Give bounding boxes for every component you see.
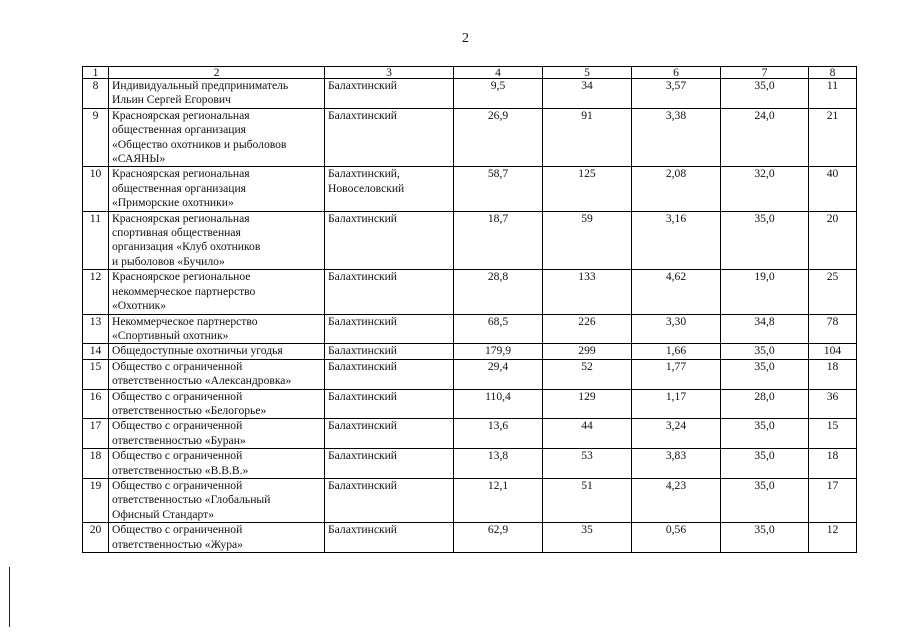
value-cell-6: 1,66 [632, 344, 721, 359]
table-row [83, 449, 857, 479]
value-cell-5: 129 [543, 389, 632, 419]
value-cell-5: 299 [543, 344, 632, 359]
organization-cell: Некоммерческое партнерство «Спортивный охотник» [109, 314, 325, 344]
value-cell-6: 1,17 [632, 389, 721, 419]
district-cell: Балахтинский [325, 79, 454, 109]
value-cell-4: 58,7 [454, 167, 543, 211]
district-cell: Балахтинский [325, 478, 454, 522]
table-row [83, 389, 857, 419]
value-cell-7: 24,0 [721, 108, 809, 167]
row-number-cell: 12 [83, 270, 109, 314]
value-cell-8: 12 [809, 523, 857, 553]
value-cell-5: 226 [543, 314, 632, 344]
value-cell-5: 133 [543, 270, 632, 314]
header-cell-4: 4 [454, 67, 543, 79]
header-cell-7: 7 [721, 67, 809, 79]
row-number-cell: 19 [83, 478, 109, 522]
row-number-cell: 13 [83, 314, 109, 344]
district-cell: Балахтинский [325, 314, 454, 344]
value-cell-5: 125 [543, 167, 632, 211]
district-cell: Балахтинский, Новоселовский [325, 167, 454, 211]
row-number-cell: 8 [83, 79, 109, 109]
value-cell-7: 35,0 [721, 449, 809, 479]
district-cell: Балахтинский [325, 389, 454, 419]
header-cell-6: 6 [632, 67, 721, 79]
row-number-cell: 16 [83, 389, 109, 419]
header-cell-3: 3 [325, 67, 454, 79]
organization-cell: Общедоступные охотничьи угодья [109, 344, 325, 359]
value-cell-8: 21 [809, 108, 857, 167]
header-cell-1: 1 [83, 67, 109, 79]
organization-cell: Индивидуальный предприниматель Ильин Сергей Егорович [109, 79, 325, 109]
value-cell-4: 9,5 [454, 79, 543, 109]
value-cell-7: 35,0 [721, 344, 809, 359]
value-cell-8: 20 [809, 211, 857, 270]
value-cell-7: 35,0 [721, 523, 809, 553]
value-cell-6: 3,83 [632, 449, 721, 479]
organization-cell: Красноярская региональная спортивная общественная организация «Клуб охотников и рыболовов «Бучило» [109, 211, 325, 270]
table-row [83, 211, 857, 270]
value-cell-6: 4,23 [632, 478, 721, 522]
row-number-cell: 15 [83, 359, 109, 389]
district-cell: Балахтинский [325, 344, 454, 359]
district-cell: Балахтинский [325, 270, 454, 314]
value-cell-5: 34 [543, 79, 632, 109]
hunting-grounds-table [82, 66, 857, 553]
table-row [83, 108, 857, 167]
value-cell-4: 12,1 [454, 478, 543, 522]
table-row [83, 478, 857, 522]
value-cell-7: 35,0 [721, 359, 809, 389]
table-row [83, 344, 857, 359]
table-row [83, 419, 857, 449]
district-cell: Балахтинский [325, 211, 454, 270]
organization-cell: Общество с ограниченной ответственностью «Жура» [109, 523, 325, 553]
district-cell: Балахтинский [325, 449, 454, 479]
row-number-cell: 20 [83, 523, 109, 553]
table-row [83, 359, 857, 389]
page-number: 2 [462, 31, 469, 46]
value-cell-6: 0,56 [632, 523, 721, 553]
value-cell-8: 40 [809, 167, 857, 211]
value-cell-7: 35,0 [721, 478, 809, 522]
value-cell-8: 78 [809, 314, 857, 344]
value-cell-8: 36 [809, 389, 857, 419]
header-cell-2: 2 [109, 67, 325, 79]
value-cell-8: 25 [809, 270, 857, 314]
value-cell-4: 62,9 [454, 523, 543, 553]
row-number-cell: 11 [83, 211, 109, 270]
organization-cell: Общество с ограниченной ответственностью «Буран» [109, 419, 325, 449]
value-cell-4: 110,4 [454, 389, 543, 419]
organization-cell: Красноярская региональная общественная организация «Общество охотников и рыболовов «САЯНЫ» [109, 108, 325, 167]
row-number-cell: 9 [83, 108, 109, 167]
value-cell-5: 59 [543, 211, 632, 270]
value-cell-5: 51 [543, 478, 632, 522]
value-cell-4: 13,8 [454, 449, 543, 479]
row-number-cell: 14 [83, 344, 109, 359]
value-cell-6: 3,38 [632, 108, 721, 167]
district-cell: Балахтинский [325, 523, 454, 553]
value-cell-8: 15 [809, 419, 857, 449]
value-cell-6: 3,30 [632, 314, 721, 344]
value-cell-7: 35,0 [721, 419, 809, 449]
value-cell-7: 35,0 [721, 79, 809, 109]
value-cell-6: 3,24 [632, 419, 721, 449]
organization-cell: Красноярское региональное некоммерческое партнерство «Охотник» [109, 270, 325, 314]
table-row [83, 314, 857, 344]
district-cell: Балахтинский [325, 359, 454, 389]
header-row [83, 67, 857, 79]
organization-cell: Общество с ограниченной ответственностью «Александровка» [109, 359, 325, 389]
header-cell-8: 8 [809, 67, 857, 79]
value-cell-8: 17 [809, 478, 857, 522]
organization-cell: Общество с ограниченной ответственностью «В.В.В.» [109, 449, 325, 479]
table-body [83, 79, 857, 553]
value-cell-4: 26,9 [454, 108, 543, 167]
row-number-cell: 17 [83, 419, 109, 449]
organization-cell: Общество с ограниченной ответственностью «Глобальный Офисный Стандарт» [109, 478, 325, 522]
row-number-cell: 10 [83, 167, 109, 211]
table-row [83, 79, 857, 109]
value-cell-4: 68,5 [454, 314, 543, 344]
table-row [83, 167, 857, 211]
value-cell-4: 13,6 [454, 419, 543, 449]
value-cell-4: 28,8 [454, 270, 543, 314]
value-cell-5: 44 [543, 419, 632, 449]
value-cell-6: 4,62 [632, 270, 721, 314]
margin-mark [9, 567, 10, 627]
value-cell-8: 18 [809, 359, 857, 389]
value-cell-6: 1,77 [632, 359, 721, 389]
organization-cell: Общество с ограниченной ответственностью «Белогорье» [109, 389, 325, 419]
row-number-cell: 18 [83, 449, 109, 479]
table-row [83, 270, 857, 314]
value-cell-7: 35,0 [721, 211, 809, 270]
value-cell-4: 179,9 [454, 344, 543, 359]
district-cell: Балахтинский [325, 108, 454, 167]
header-cell-5: 5 [543, 67, 632, 79]
value-cell-6: 2,08 [632, 167, 721, 211]
value-cell-6: 3,16 [632, 211, 721, 270]
value-cell-4: 29,4 [454, 359, 543, 389]
table-row [83, 523, 857, 553]
value-cell-8: 104 [809, 344, 857, 359]
value-cell-5: 52 [543, 359, 632, 389]
district-cell: Балахтинский [325, 419, 454, 449]
value-cell-7: 34,8 [721, 314, 809, 344]
value-cell-5: 53 [543, 449, 632, 479]
value-cell-5: 91 [543, 108, 632, 167]
value-cell-7: 32,0 [721, 167, 809, 211]
value-cell-7: 19,0 [721, 270, 809, 314]
value-cell-5: 35 [543, 523, 632, 553]
value-cell-4: 18,7 [454, 211, 543, 270]
value-cell-7: 28,0 [721, 389, 809, 419]
value-cell-8: 18 [809, 449, 857, 479]
organization-cell: Красноярская региональная общественная организация «Приморские охотники» [109, 167, 325, 211]
value-cell-6: 3,57 [632, 79, 721, 109]
value-cell-8: 11 [809, 79, 857, 109]
